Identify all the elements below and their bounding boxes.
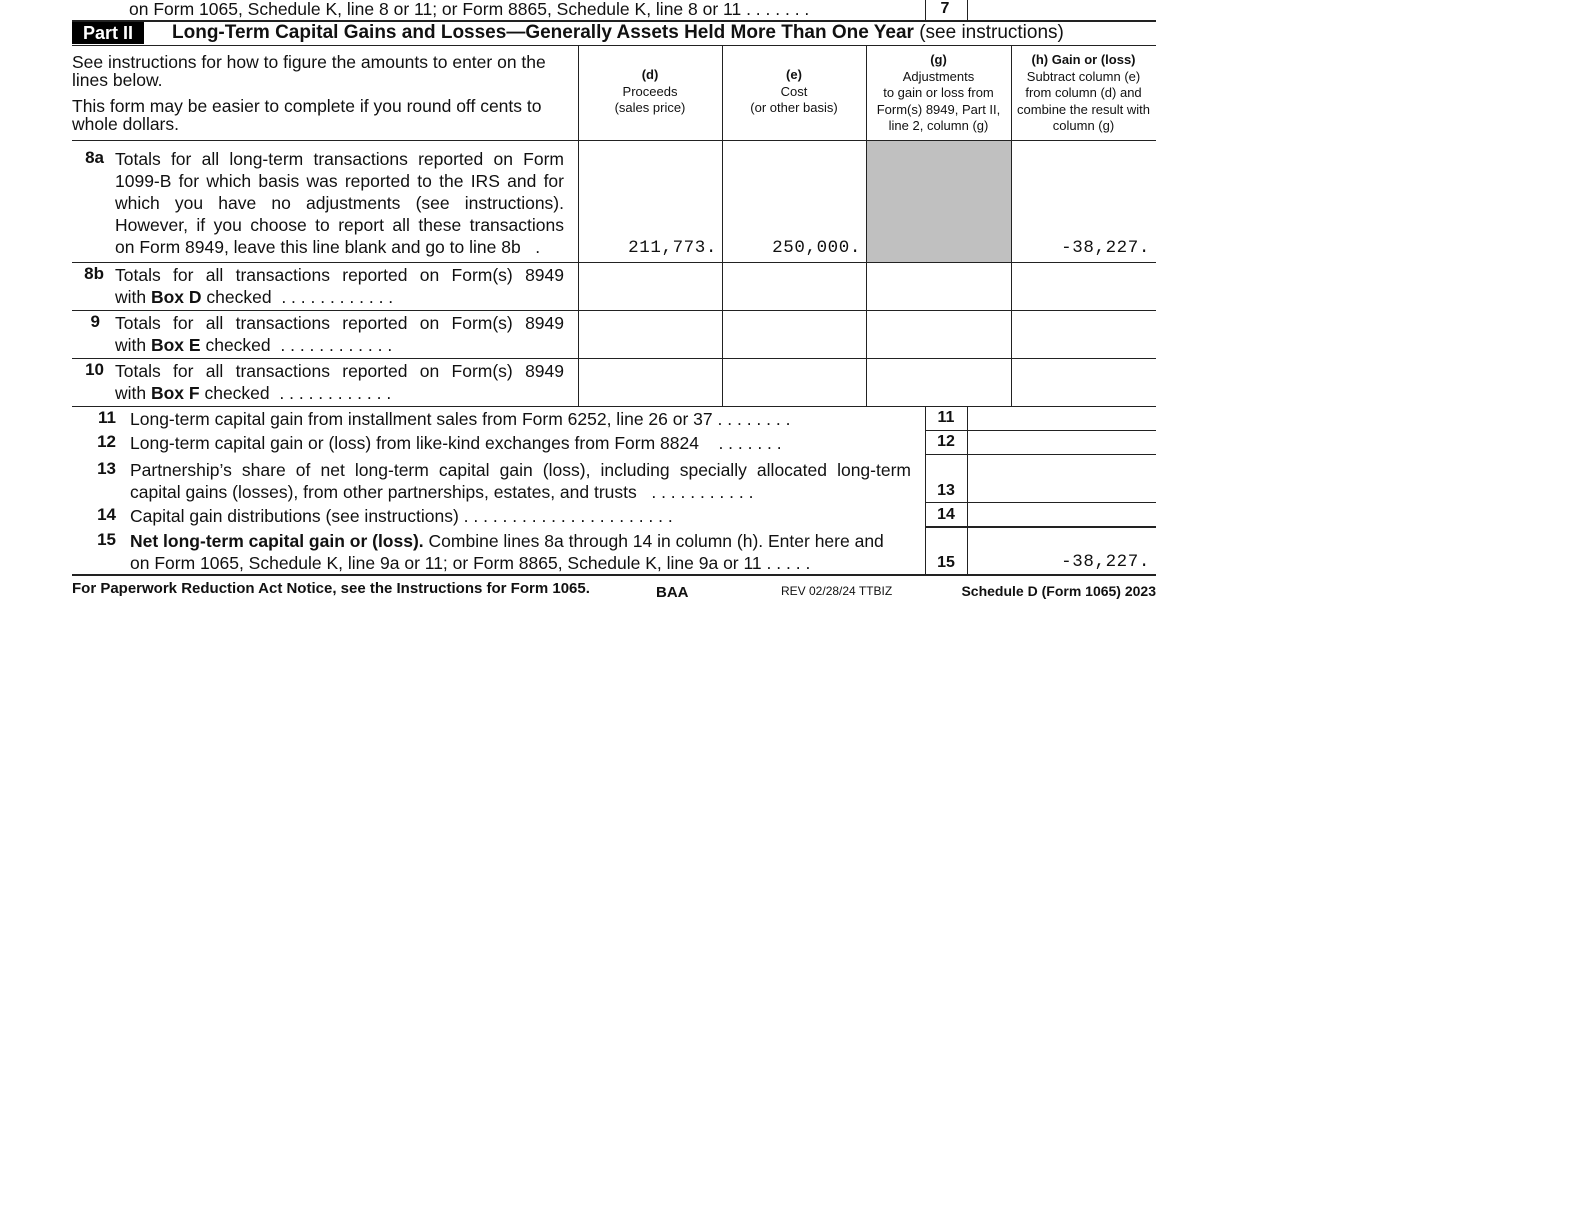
line8a-text-1: Totals for all long-term transactions reported on Form [115,149,564,169]
line8a-column-g-shaded [867,141,1011,262]
line11-text: Long-term capital gain from installment sales from Form 6252, line 26 or 37 . . . . . . . . [130,409,791,429]
line14-number: 14 [97,505,116,524]
line15-gain-loss-value[interactable]: -38,227. [1061,552,1150,572]
line7-amount-field[interactable] [967,0,1155,20]
column-d-header: (d) Proceeds (sales price) [614,67,686,115]
line7-box-label: 7 [940,0,950,17]
line12-text: Long-term capital gain or (loss) from like-kind exchanges from Form 8824 . . . . . . . [130,433,782,453]
line8b-gain-loss-field[interactable] [1012,263,1156,310]
line8a-text-3: which you have no adjustments (see instructions). [115,193,564,213]
line10-cost-field[interactable] [723,359,866,406]
line11-number: 11 [98,408,116,427]
line10-text-2: with Box F checked . . . . . . . . . . . . [115,383,392,403]
line9-gain-loss-field[interactable] [1012,311,1156,358]
line8b-cost-field[interactable] [723,263,866,310]
line15-number: 15 [97,530,116,549]
line8a-text-5: on Form 8949, leave this line blank and go to line 8b . [115,237,541,257]
revision-code: REV 02/28/24 TTBIZ [781,584,893,598]
baa-label: BAA [656,584,689,601]
line8a-gain-loss-value[interactable]: -38,227. [1061,238,1150,258]
line9-text-2: with Box E checked . . . . . . . . . . . . [115,335,393,355]
line10-number: 10 [85,360,104,379]
line8b-adjustments-field[interactable] [867,263,1011,310]
line15-text-1: Net long-term capital gain or (loss). Combine lines 8a through 14 in column (h). Enter here and [130,531,884,551]
column-h-header: (h) Gain or (loss) Subtract column (e) from column (d) and combine the result with column (g) [1017,52,1150,133]
line14-box-label: 14 [937,506,955,523]
line14-text: Capital gain distributions (see instructions) . . . . . . . . . . . . . . . . . . . . . . [130,506,673,526]
part-ii-title: Long-Term Capital Gains and Losses—Generally Assets Held More Than One Year (see instructions) [172,22,1064,43]
line11-box-label: 11 [937,409,955,426]
line9-proceeds-field[interactable] [579,311,722,358]
line8a-text-2: 1099-B for which basis was reported to the IRS and for [115,171,564,191]
line13-text-2: capital gains (losses), from other partnerships, estates, and trusts . . . . . . . . . . . [130,482,754,502]
line8b-text-2: with Box D checked . . . . . . . . . . . . [115,287,394,307]
line13-text-1: Partnership’s share of net long-term capital gain (loss), including specially allocated long-term [130,460,911,480]
line14-amount-field[interactable] [968,503,1156,526]
line8a-text-4: However, if you choose to report all these transactions [115,215,564,235]
line13-number: 13 [97,459,116,478]
line15-box-label: 15 [937,554,955,571]
line9-adjustments-field[interactable] [867,311,1011,358]
form-id: Schedule D (Form 1065) 2023 [961,583,1156,599]
line9-text-1: Totals for all transactions reported on Form(s) 8949 [115,313,564,333]
line10-adjustments-field[interactable] [867,359,1011,406]
part-ii-badge: Part II [72,22,144,44]
line8b-proceeds-field[interactable] [579,263,722,310]
line9-cost-field[interactable] [723,311,866,358]
line13-amount-field[interactable] [968,455,1156,502]
line11-amount-field[interactable] [968,407,1156,429]
line10-gain-loss-field[interactable] [1012,359,1156,406]
line13-box-label: 13 [937,482,955,499]
line7-text: on Form 1065, Schedule K, line 8 or 11; or Form 8865, Schedule K, line 8 or 11 . . . . . . . [129,0,810,19]
line12-number: 12 [97,432,116,451]
intro-line-3: This form may be easier to complete if you round off cents to [72,96,542,116]
paperwork-notice: For Paperwork Reduction Act Notice, see the Instructions for Form 1065. [72,580,590,597]
line9-number: 9 [90,312,100,331]
line8a-proceeds-value[interactable]: 211,773. [628,238,717,258]
line10-text-1: Totals for all transactions reported on Form(s) 8949 [115,361,564,381]
line8b-number: 8b [84,264,104,283]
line12-amount-field[interactable] [968,431,1156,454]
line8b-text-1: Totals for all transactions reported on Form(s) 8949 [115,265,564,285]
line15-text-2: on Form 1065, Schedule K, line 9a or 11; or Form 8865, Schedule K, line 9a or 11 . . . . . [130,553,811,573]
line10-proceeds-field[interactable] [579,359,722,406]
column-g-header: (g) Adjustments to gain or loss from Form(s) 8949, Part II, line 2, column (g) [876,52,1001,133]
line12-box-label: 12 [937,433,955,450]
intro-line-4: whole dollars. [72,114,179,134]
intro-line-2: lines below. [72,70,163,90]
intro-line-1: See instructions for how to figure the amounts to enter on the [72,52,546,72]
column-e-header: (e) Cost (or other basis) [750,67,838,115]
line8a-cost-value[interactable]: 250,000. [772,238,861,258]
line8a-number: 8a [85,148,104,167]
